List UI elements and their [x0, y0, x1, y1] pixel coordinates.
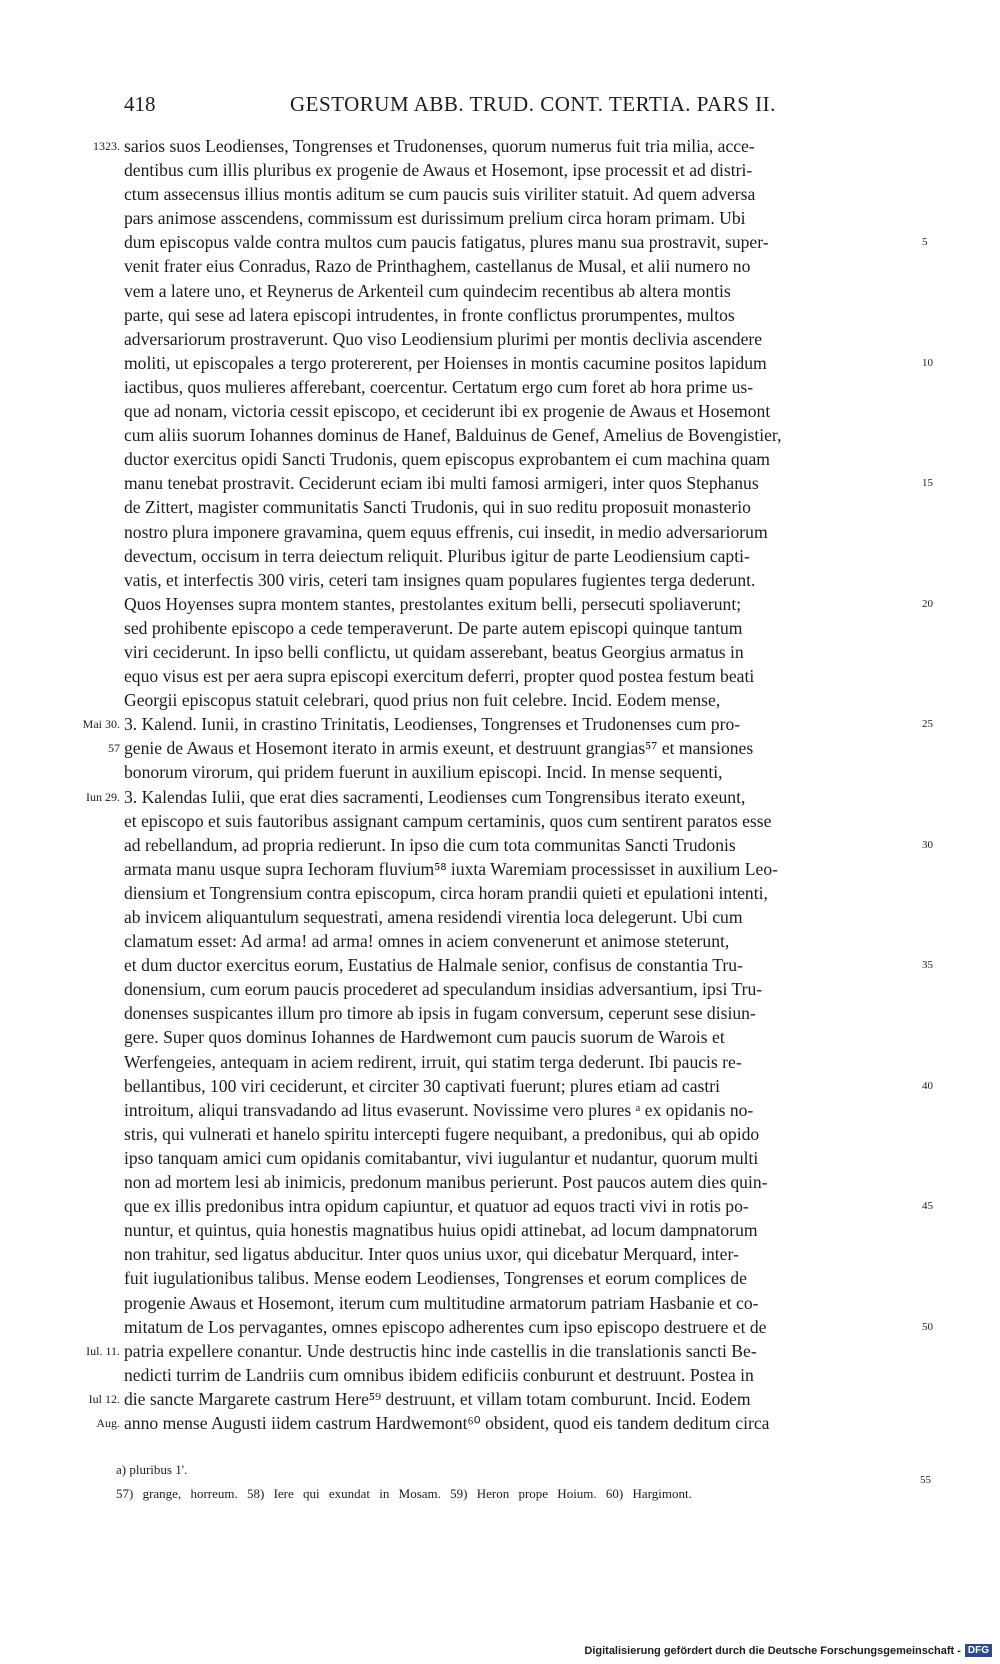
line-number-right: 30	[922, 838, 933, 851]
running-title: GESTORUM ABB. TRUD. CONT. TERTIA. PARS II.	[290, 92, 776, 116]
text-line	[0, 833, 1000, 857]
line-text: que ad nonam, victoria cessit episcopo, et ceciderunt ibi ex progenie de Awaus et Hosemont	[124, 401, 771, 422]
text-line	[0, 1411, 1000, 1435]
digitization-text: Digitalisierung gefördert durch die Deutsche Forschungsgemeinschaft -	[584, 1644, 961, 1657]
line-text: anno mense Augusti iidem castrum Hardwemont⁶⁰ obsident, quod eis tandem deditum circa	[124, 1412, 770, 1433]
text-line	[0, 857, 1000, 881]
text-line	[0, 254, 1000, 278]
line-text: nedicti turrim de Landriis cum omnibus ibidem edificiis conburunt et destruunt. Postea in	[124, 1364, 754, 1385]
text-line	[0, 423, 1000, 447]
text-line	[0, 303, 1000, 327]
text-line	[0, 471, 1000, 495]
line-text: sarios suos Leodienses, Tongrenses et Trudonenses, quorum numerus fuit tria milia, acce-	[124, 136, 755, 156]
text-line	[0, 1339, 1000, 1363]
line-text: non ad mortem lesi ab inimicis, predonum manibus perierunt. Post paucos autem dies quin-	[124, 1172, 768, 1193]
margin-note-left: 1323.	[93, 139, 120, 153]
line-text: 3. Kalend. Iunii, in crastino Trinitatis, Leodienses, Tongrenses et Trudonenses cum pro-	[124, 714, 741, 735]
text-line	[0, 1387, 1000, 1411]
text-line	[0, 1218, 1000, 1242]
main-text	[0, 134, 1000, 1435]
line-text: mitatum de Los pervagantes, omnes episcopo adherentes cum ipso episcopo destruere et de	[124, 1316, 767, 1337]
text-line	[0, 977, 1000, 1001]
line-text: cum aliis suorum Iohannes dominus de Hanef, Balduinus de Genef, Amelius de Bovengistier,	[124, 425, 782, 446]
line-text: devectum, occisum in terra deiectum reliquit. Pluribus igitur de parte Leodiensium capti-	[124, 545, 750, 566]
margin-note-left: Mai 30.	[82, 717, 120, 732]
line-number-right: 5	[922, 236, 928, 249]
margin-note-left: Iul 12.	[88, 1391, 120, 1406]
line-text: non trahitur, sed ligatus abducitur. Inter quos unius uxor, qui dicebatur Merquard, inter-	[124, 1244, 739, 1265]
line-text: patria expellere conantur. Unde destructis hinc inde castellis in die translationis sancti Be-	[124, 1340, 757, 1361]
text-line	[0, 1074, 1000, 1098]
line-text: ad rebellandum, ad propria redierunt. In ipso die cum tota communitas Sancti Trudonis	[124, 834, 736, 855]
line-number-right: 40	[922, 1079, 933, 1092]
text-line	[0, 664, 1000, 688]
line-text: gere. Super quos dominus Iohannes de Hardwemont cum paucis suorum de Warois et	[124, 1027, 725, 1048]
line-number-right: 45	[922, 1200, 933, 1213]
line-text: diensium et Tongrensium contra episcopum, circa horam prandii quieti et epulationi intenti,	[124, 882, 768, 903]
line-text: et episcopo et suis fautoribus assignant campum certaminis, quos cum sentirent paratos esse	[124, 810, 772, 831]
margin-note-left: Iun 29.	[86, 789, 120, 804]
line-text: manu tenebat prostravit. Ceciderunt eciam ibi multi famosi armigeri, inter quos Stephanus	[124, 473, 759, 494]
page-header	[120, 92, 920, 122]
line-text: die sancte Margarete castrum Here⁵⁹ destruunt, et villam totam comburunt. Incid. Eodem	[124, 1388, 751, 1409]
line-text: Quos Hoyenses supra montem stantes, prestolantes exitum belli, persecuti spoliaverunt;	[124, 593, 742, 614]
line-text: adversariorum prostraverunt. Quo viso Leodiensium plurimi per montis declivia ascendere	[124, 328, 763, 349]
line-text: vatis, et interfectis 300 viris, ceteri tam insignes quam populares fugientes terga dederunt.	[124, 569, 756, 590]
line-text: ipso tanquam amici cum opidanis comitabantur, vivi iugulantur et nudantur, quorum multi	[124, 1147, 759, 1168]
line-text: pars animose asscendens, commissum est durissimum prelium circa horam primam. Ubi	[124, 208, 746, 229]
line-text: ab invicem aliquantulum sequestrati, amena residendi virentia loca delegerunt. Ubi cum	[124, 907, 743, 927]
line-text: bellantibus, 100 viri ceciderunt, et circiter 30 captivati fuerunt; plures etiam ad castri	[124, 1075, 721, 1096]
text-line	[0, 712, 1000, 736]
line-text: equo visus est per aera supra episcopi exercitum deferri, propter quod postea festum beati	[124, 666, 755, 687]
critical-footnote: a) pluribus 1'.	[116, 1462, 188, 1477]
text-line	[0, 929, 1000, 953]
text-line	[0, 1170, 1000, 1194]
text-line	[0, 327, 1000, 351]
text-line	[0, 785, 1000, 809]
line-text: viri ceciderunt. In ipso belli conflictu, ut quidam asserebant, beatus Georgius armatus in	[124, 641, 744, 662]
line-text: Georgii episcopus statuit celebrari, quod prius non fuit celebre. Incid. Eodem mense,	[124, 690, 721, 711]
text-line	[0, 206, 1000, 230]
line-text: venit frater eius Conradus, Razo de Printhaghem, castellanus de Musal, et alii numero no	[124, 256, 751, 277]
text-line	[0, 881, 1000, 905]
line-text: iactibus, quos mulieres afferebant, coercentur. Certatum ergo cum foret ab hora prime us-	[124, 376, 754, 397]
text-line	[0, 592, 1000, 616]
line-text: fuit iugulationibus talibus. Mense eodem Leodienses, Tongrenses et eorum complices de	[124, 1268, 747, 1289]
text-line	[0, 809, 1000, 833]
text-line	[0, 447, 1000, 471]
text-line	[0, 905, 1000, 929]
line-text: parte, qui sese ad latera episcopi intrudentes, in fronte conflictus prorumpentes, multos	[124, 304, 735, 325]
text-line	[0, 1098, 1000, 1122]
line-text: nuntur, et quintus, quia honestis magnatibus huius opidi attinebat, ad locum dampnatorum	[124, 1220, 758, 1241]
line-number-right: 15	[922, 477, 933, 490]
text-line	[0, 1025, 1000, 1049]
line-text: bonorum virorum, qui pridem fuerunt in auxilium episcopi. Incid. In mense sequenti,	[124, 762, 723, 783]
line-number-right: 25	[922, 718, 933, 731]
line-number-right: 10	[922, 356, 933, 369]
line-text: nostro plura imponere gravamina, quem equus effrenis, cui insedit, in medio adversariorum	[124, 521, 768, 542]
line-text: que ex illis predonibus intra opidum capiuntur, et quatuor ad equos tracti vivi in rotis po-	[124, 1196, 749, 1217]
line-text: Werfengeies, antequam in aciem redirent, irruit, qui statim terga dederunt. Ibi paucis re-	[124, 1051, 742, 1072]
text-line	[0, 230, 1000, 254]
margin-line-number: 55	[920, 1474, 931, 1486]
text-line	[0, 495, 1000, 519]
text-line	[0, 1315, 1000, 1339]
text-line	[0, 351, 1000, 375]
text-line	[0, 1242, 1000, 1266]
dfg-logo: DFG	[965, 1644, 992, 1657]
margin-note-left: Aug.	[96, 1415, 120, 1430]
text-line	[0, 953, 1000, 977]
text-line	[0, 736, 1000, 760]
text-line	[0, 1194, 1000, 1218]
line-text: clamatum esset: Ad arma! ad arma! omnes in aciem convenerunt et animose steterunt,	[124, 931, 730, 952]
text-line	[0, 688, 1000, 712]
line-text: vem a latere uno, et Reynerus de Arkenteil cum quindecim recentibus ab altera montis	[124, 280, 731, 301]
text-line	[0, 1291, 1000, 1315]
text-line	[0, 375, 1000, 399]
line-text: sed prohibente episcopo a cede temperaverunt. De parte autem episcopi quinque tantum	[124, 617, 743, 638]
text-line	[0, 134, 1000, 158]
line-text: donensium, cum eorum paucis procederet ad speculandum insidias adversantium, ipsi Tru-	[124, 979, 763, 1000]
line-text: dentibus cum illis pluribus ex progenie de Awaus et Hosemont, ipse processit et ad distri-	[124, 160, 753, 181]
text-line	[0, 760, 1000, 784]
line-text: dum episcopus valde contra multos cum paucis fatigatus, plures manu sua prostravit, super-	[124, 232, 769, 253]
line-text: introitum, aliqui transvadando ad litus evaserunt. Novissime vero plures ᵃ ex opidanis no-	[124, 1099, 754, 1120]
explanatory-footnotes: 57) grange, horreum. 58) Iere qui exundat in Mosam. 59) Heron prope Hoium. 60) Hargimont.	[116, 1486, 692, 1501]
text-line	[0, 158, 1000, 182]
line-number-right: 20	[922, 597, 933, 610]
text-line	[0, 640, 1000, 664]
line-text: genie de Awaus et Hosemont iterato in armis exeunt, et destruunt grangias⁵⁷ et mansiones	[124, 738, 754, 759]
line-text: ctum assecensus illius montis aditum se cum paucis suis viriliter statuit. Ad quem adversa	[124, 184, 756, 205]
line-text: progenie Awaus et Hosemont, iterum cum multitudine armatorum patriam Hasbanie et co-	[124, 1292, 759, 1313]
line-text: donenses suspicantes illum pro timore ab ipsis in fugam conversum, ceperunt sese disiun-	[124, 1003, 756, 1024]
line-text: 3. Kalendas Iulii, que erat dies sacramenti, Leodienses cum Tongrensibus iterato exeunt,	[124, 786, 746, 807]
digitization-credit	[584, 1644, 992, 1657]
text-line	[0, 544, 1000, 568]
text-line	[0, 520, 1000, 544]
page-number: 418	[124, 92, 156, 116]
text-line	[0, 279, 1000, 303]
text-line	[0, 182, 1000, 206]
line-text: ductor exercitus opidi Sancti Trudonis, quem episcopus exprobantem ei cum machina quam	[124, 449, 770, 470]
line-text: stris, qui vulnerati et hanelo spiritu intercepti fugere nequibant, a predonibus, qui ab opido	[124, 1123, 760, 1144]
line-text: et dum ductor exercitus eorum, Eustatius de Halmale senior, confisus de constantia Tru-	[124, 955, 743, 976]
margin-note-left: 57	[108, 741, 120, 756]
text-line	[0, 568, 1000, 592]
line-text: armata manu usque supra Iechoram fluvium⁵⁸ iuxta Waremiam processisset in auxilium Leo-	[124, 858, 778, 879]
text-line	[0, 1363, 1000, 1387]
line-text: de Zittert, magister communitatis Sancti Trudonis, qui in suo reditu proposuit monasterio	[124, 497, 751, 518]
text-line	[0, 1050, 1000, 1074]
text-line	[0, 616, 1000, 640]
text-line	[0, 1146, 1000, 1170]
line-number-right: 50	[922, 1320, 933, 1333]
text-line	[0, 1001, 1000, 1025]
line-number-right: 35	[922, 959, 933, 972]
line-text: moliti, ut episcopales a tergo protererent, per Hoienses in montis cacumine positos lapidum	[124, 352, 767, 373]
text-line	[0, 1122, 1000, 1146]
margin-note-left: Iul. 11.	[86, 1343, 120, 1358]
text-line	[0, 1266, 1000, 1290]
text-line	[0, 399, 1000, 423]
